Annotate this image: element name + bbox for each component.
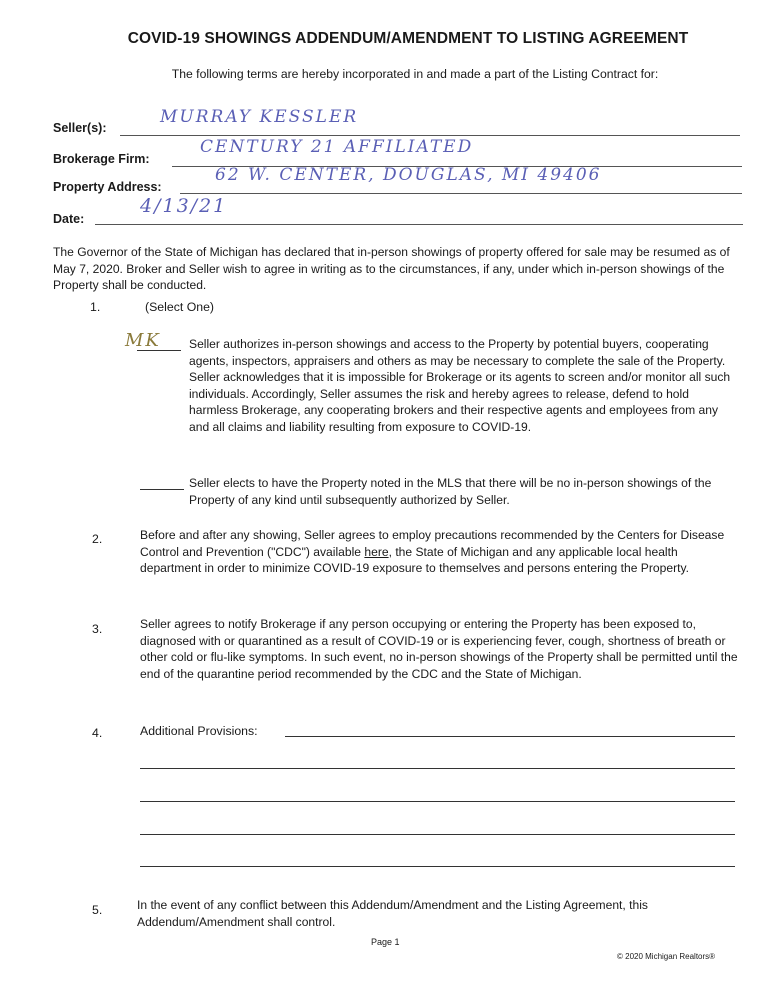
page-number: Page 1 [371, 937, 400, 947]
brokerage-label: Brokerage Firm: [53, 152, 150, 166]
additional-provisions-line-4[interactable] [140, 834, 735, 835]
item2-text-before: Before and after any showing, Seller agrees to employ precautions recommended by the Centers for Disease Control and Prevention ("CDC") available [140, 528, 725, 559]
document-title: COVID-19 SHOWINGS ADDENDUM/AMENDMENT TO LISTING AGREEMENT [127, 30, 689, 47]
brokerage-value[interactable]: CENTURY 21 AFFILIATED [200, 137, 474, 157]
additional-provisions-line-2[interactable] [140, 768, 735, 769]
item2-text [140, 527, 740, 577]
cdc-here-link[interactable]: here [364, 544, 389, 559]
address-value[interactable]: 62 W. CENTER, DOUGLAS, MI 49406 [215, 165, 602, 185]
address-label: Property Address: [53, 180, 162, 194]
document-subtitle: The following terms are hereby incorporated in and made a part of the Listing Contract for: [171, 67, 659, 81]
item1-label: (Select One) [145, 300, 215, 314]
date-value[interactable]: 4/13/21 [140, 195, 228, 217]
option-a-blank[interactable] [137, 350, 181, 351]
item2-text-after: , the State of Michigan and any applicable local health department in order to minimize COVID-19 exposure to themselves and persons entering the Property. [140, 544, 689, 575]
date-line [95, 224, 743, 225]
option-a-text: Seller authorizes in-person showings and access to the Property by potential buyers, cooperating agents, inspectors, appraisers and others as may be necessary to complete the sale of the Property. Seller acknowledges that it is impossible for Brokerage or its agents to screen and/or monitor all such individuals. Accordingly, Seller assumes the risk and hereby agrees to release, defend to hold harmless Brokerage, any cooperating brokers and their respective agents and employees from any and all claims and liability resulting from exposure to COVID-19. [189, 337, 731, 434]
additional-provisions-line-3[interactable] [140, 801, 735, 802]
date-label: Date: [53, 212, 85, 226]
item4-label: Additional Provisions: [140, 724, 258, 738]
option-b-text: Seller elects to have the Property noted in the MLS that there will be no in-person showings of the Property of any kind until subsequently authorized by Seller. [189, 476, 712, 507]
additional-provisions-line-5[interactable] [140, 866, 735, 867]
seller-line [120, 135, 740, 136]
option-a-initials[interactable]: MK [125, 330, 161, 351]
item4-number: 4. [92, 726, 103, 740]
option-b-blank[interactable] [140, 489, 184, 490]
item1-number: 1. [90, 300, 101, 314]
additional-provisions-line-1[interactable] [285, 736, 735, 737]
seller-value[interactable]: MURRAY KESSLER [160, 107, 359, 127]
copyright: © 2020 Michigan Realtors® [617, 952, 716, 961]
item5-text: In the event of any conflict between this Addendum/Amendment and the Listing Agreement, this Addendum/Amendment shall control. [137, 898, 648, 929]
item5-number: 5. [92, 903, 103, 917]
item2-number: 2. [92, 532, 103, 546]
address-line [180, 193, 742, 194]
item3-number: 3. [92, 622, 103, 636]
item3-text: Seller agrees to notify Brokerage if any person occupying or entering the Property has been exposed to, diagnosed with or quarantined as a result of COVID-19 or is experiencing fever, cough, shortness of breath or other cold or flu-like symptoms. In such event, no in-person showings of the Property shall be permitted until the end of the quarantine period recommended by the CDC and the State of Michigan. [140, 617, 738, 681]
seller-label: Seller(s): [53, 121, 107, 135]
intro-paragraph: The Governor of the State of Michigan has declared that in-person showings of property offered for sale may be resumed as of May 7, 2020. Broker and Seller wish to agree in writing as to the circumstances, if any, under which in-person showings of the Property shall be conducted. [53, 245, 730, 292]
